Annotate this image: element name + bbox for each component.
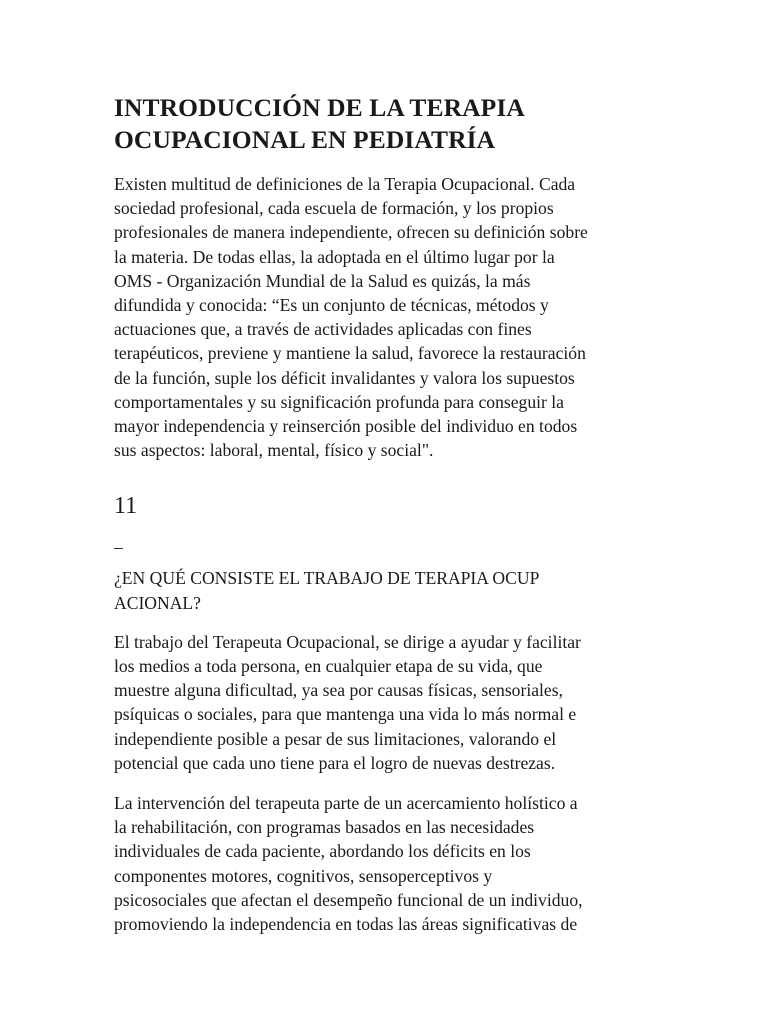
- paragraph-line: la rehabilitación, con programas basados en las necesidades: [114, 817, 535, 838]
- document-title: [114, 92, 668, 156]
- paragraph-line: profesionales de manera independiente, ofrecen su definición sobre: [114, 222, 588, 243]
- paragraph-line: independiente posible a pesar de sus limitaciones, valorando el: [114, 728, 557, 749]
- heading-line: ACIONAL?: [114, 592, 201, 613]
- paragraph-line: actuaciones que, a través de actividades aplicadas con fines: [114, 319, 532, 340]
- separator-dash: –: [114, 537, 123, 558]
- paragraph-line: promoviendo la independencia en todas las áreas significativas de: [114, 914, 578, 935]
- paragraph-line: difundida y conocida: “Es un conjunto de técnicas, métodos y: [114, 295, 549, 316]
- paragraph-line: los medios a toda persona, en cualquier etapa de su vida, que: [114, 656, 543, 677]
- paragraph-line: OMS - Organización Mundial de la Salud es quizás, la más: [114, 270, 531, 291]
- paragraph-line: sus aspectos: laboral, mental, físico y social".: [114, 440, 434, 461]
- paragraph-line: comportamentales y su significación profunda para conseguir la: [114, 391, 564, 412]
- paragraph-line: La intervención del terapeuta parte de un acercamiento holístico a: [114, 793, 578, 814]
- paragraph-line: de la función, suple los déficit invalidantes y valora los supuestos: [114, 367, 575, 388]
- paragraph-line: individuales de cada paciente, abordando los déficits en los: [114, 841, 531, 862]
- paragraph-line: potencial que cada uno tiene para el logro de nuevas destrezas.: [114, 752, 556, 773]
- paragraph-line: muestre alguna dificultad, ya sea por causas físicas, sensoriales,: [114, 680, 563, 701]
- page-number: 11: [114, 493, 138, 520]
- paragraph-line: psíquicas o sociales, para que mantenga una vida lo más normal e: [114, 704, 577, 725]
- title-line: OCUPACIONAL EN PEDIATRÍA: [114, 125, 496, 154]
- paragraph-intervention: [114, 791, 668, 936]
- title-line: INTRODUCCIÓN DE LA TERAPIA: [114, 93, 525, 122]
- paragraph-definition: [114, 172, 668, 462]
- paragraph-line: mayor independencia y reinserción posible del individuo en todos: [114, 416, 578, 437]
- paragraph-line: psicosociales que afectan el desempeño funcional de un individuo,: [114, 889, 583, 910]
- paragraph-line: componentes motores, cognitivos, sensoperceptivos y: [114, 865, 493, 886]
- paragraph-line: terapéuticos, previene y mantiene la salud, favorece la restauración: [114, 343, 586, 364]
- paragraph-line: Existen multitud de definiciones de la Terapia Ocupacional. Cada: [114, 174, 576, 194]
- paragraph-line: sociedad profesional, cada escuela de formación, y los propios: [114, 198, 554, 219]
- paragraph-line: El trabajo del Terapeuta Ocupacional, se dirige a ayudar y facilitar: [114, 631, 581, 652]
- paragraph-line: la materia. De todas ellas, la adoptada en el último lugar por la: [114, 246, 555, 267]
- section-heading: [114, 566, 668, 614]
- paragraph-therapist-work: [114, 630, 668, 775]
- heading-line: ¿EN QUÉ CONSISTE EL TRABAJO DE TERAPIA OCUP: [114, 568, 540, 589]
